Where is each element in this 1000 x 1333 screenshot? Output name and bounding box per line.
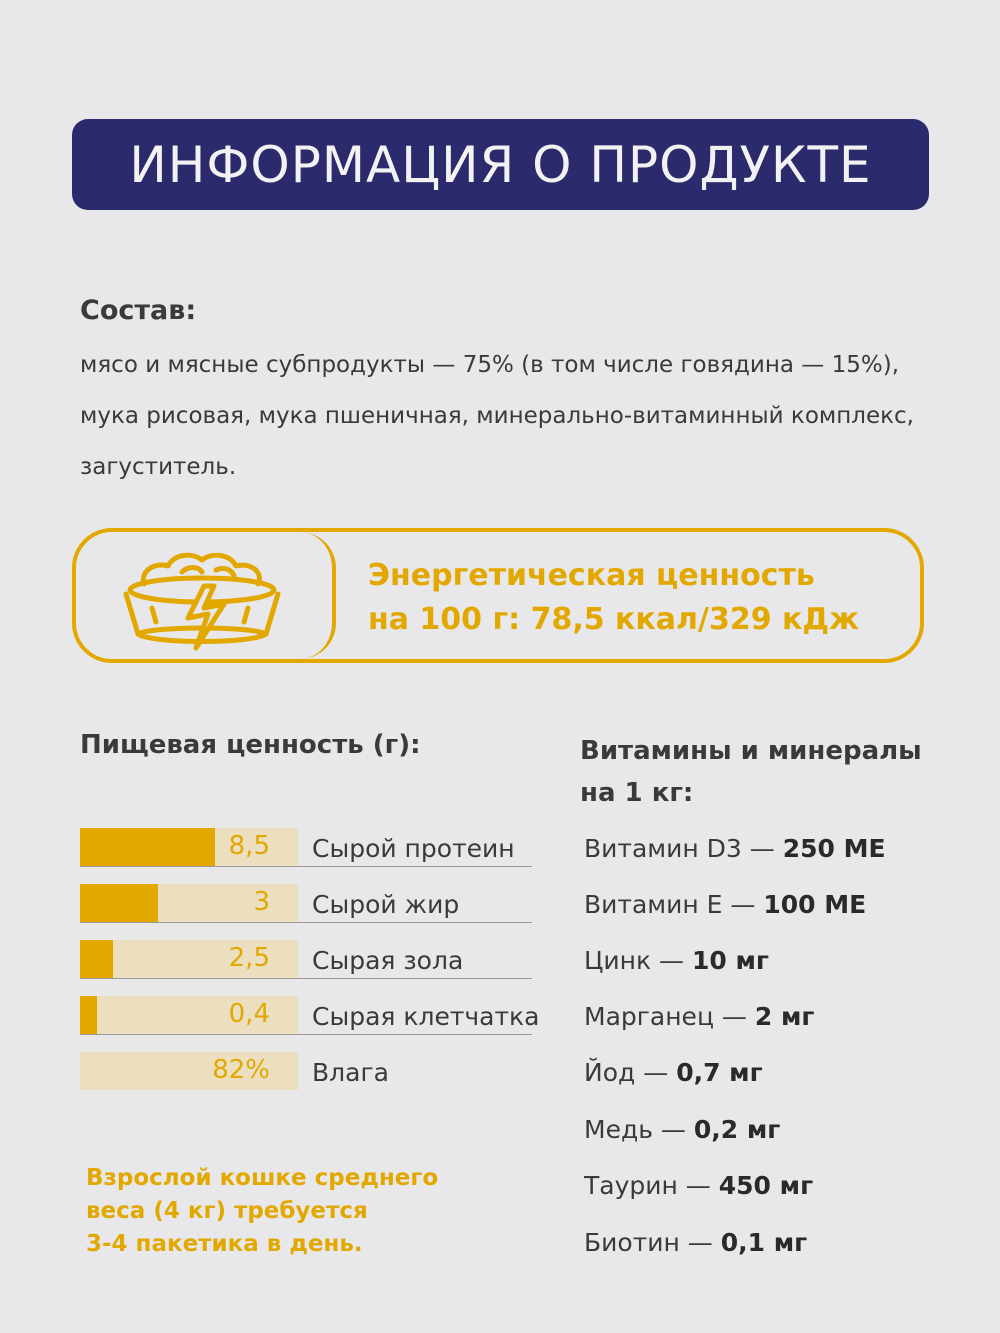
energy-value xyxy=(368,554,859,642)
nutrition-label: Сырой жир xyxy=(312,890,460,919)
nutrition-row-moisture xyxy=(80,1052,532,1090)
vitamin-item xyxy=(584,1171,813,1200)
nutrition-bar-fill xyxy=(80,996,97,1034)
vitamin-name: Витамин D3 — xyxy=(584,834,783,863)
nutrition-label: Сырая зола xyxy=(312,946,464,975)
nutrition-label: Сырая клетчатка xyxy=(312,1002,540,1031)
vitamin-name: Биотин — xyxy=(584,1228,721,1257)
composition-text: мясо и мясные субпродукты — 75% (в том числе говядина — 15%), мука рисовая, мука пшеничная, минерально-витаминный комплекс, загуститель. xyxy=(80,352,914,480)
nutrition-row-ash xyxy=(80,940,532,979)
nutrition-title: Пищевая ценность (г): xyxy=(80,730,421,760)
nutrition-value: 2,5 xyxy=(228,943,270,973)
feeding-note-line-2: веса (4 кг) требуется xyxy=(86,1198,368,1224)
vitamin-amount: 250 МЕ xyxy=(782,834,886,863)
nutrition-value: 82% xyxy=(212,1055,270,1085)
vitamin-name: Таурин — xyxy=(584,1171,719,1200)
page-title: ИНФОРМАЦИЯ О ПРОДУКТЕ xyxy=(129,135,872,194)
nutrition-value: 0,4 xyxy=(228,999,270,1029)
nutrition-row-protein xyxy=(80,828,532,867)
vitamin-amount: 0,7 мг xyxy=(676,1058,763,1087)
vitamin-item xyxy=(584,890,866,919)
nutrition-bar-fill xyxy=(80,884,158,922)
nutrition-bar-track xyxy=(80,828,298,866)
vitamin-name: Цинк — xyxy=(584,946,692,975)
vitamins-title-line-2: на 1 кг: xyxy=(580,778,694,808)
vitamin-amount: 450 мг xyxy=(718,1171,814,1200)
energy-panel xyxy=(72,528,924,663)
vitamin-item xyxy=(584,1058,763,1087)
energy-icon-box xyxy=(76,532,336,659)
nutrition-bar-fill xyxy=(80,940,113,978)
energy-line-2: на 100 г: 78,5 ккал/329 кДж xyxy=(368,602,859,637)
vitamin-amount: 100 МЕ xyxy=(763,890,867,919)
nutrition-bar-fill xyxy=(80,828,215,866)
vitamin-name: Медь — xyxy=(584,1115,694,1144)
nutrition-bar-track xyxy=(80,884,298,922)
vitamins-title-line-1: Витамины и минералы xyxy=(580,736,922,766)
vitamin-item xyxy=(584,834,886,863)
composition-title: Состав: xyxy=(80,295,197,326)
nutrition-bar-track xyxy=(80,940,298,978)
food-bowl-lightning-icon xyxy=(112,544,292,654)
nutrition-bar-track xyxy=(80,996,298,1034)
vitamin-name: Марганец — xyxy=(584,1002,755,1031)
nutrition-bar-track xyxy=(80,1052,298,1090)
vitamin-item xyxy=(584,946,769,975)
nutrition-row-fat xyxy=(80,884,532,923)
vitamin-item xyxy=(584,1228,807,1257)
vitamins-title xyxy=(580,730,922,814)
nutrition-value: 3 xyxy=(253,887,270,917)
energy-line-1: Энергетическая ценность xyxy=(368,558,815,593)
nutrition-label: Сырой протеин xyxy=(312,834,515,863)
feeding-note-line-1: Взрослой кошке среднего xyxy=(86,1165,439,1191)
vitamin-amount: 2 мг xyxy=(754,1002,815,1031)
title-banner xyxy=(72,119,929,210)
vitamin-amount: 0,1 мг xyxy=(720,1228,808,1257)
vitamin-item xyxy=(584,1115,780,1144)
vitamin-name: Йод — xyxy=(584,1058,677,1087)
feeding-note xyxy=(86,1162,486,1261)
vitamin-amount: 10 мг xyxy=(692,946,769,975)
vitamin-item xyxy=(584,1002,814,1031)
vitamin-amount: 0,2 мг xyxy=(693,1115,781,1144)
vitamin-name: Витамин Е — xyxy=(584,890,764,919)
nutrition-value: 8,5 xyxy=(228,831,270,861)
nutrition-row-fiber xyxy=(80,996,540,1035)
nutrition-label: Влага xyxy=(312,1058,389,1087)
feeding-note-line-3: 3-4 пакетика в день. xyxy=(86,1231,363,1257)
